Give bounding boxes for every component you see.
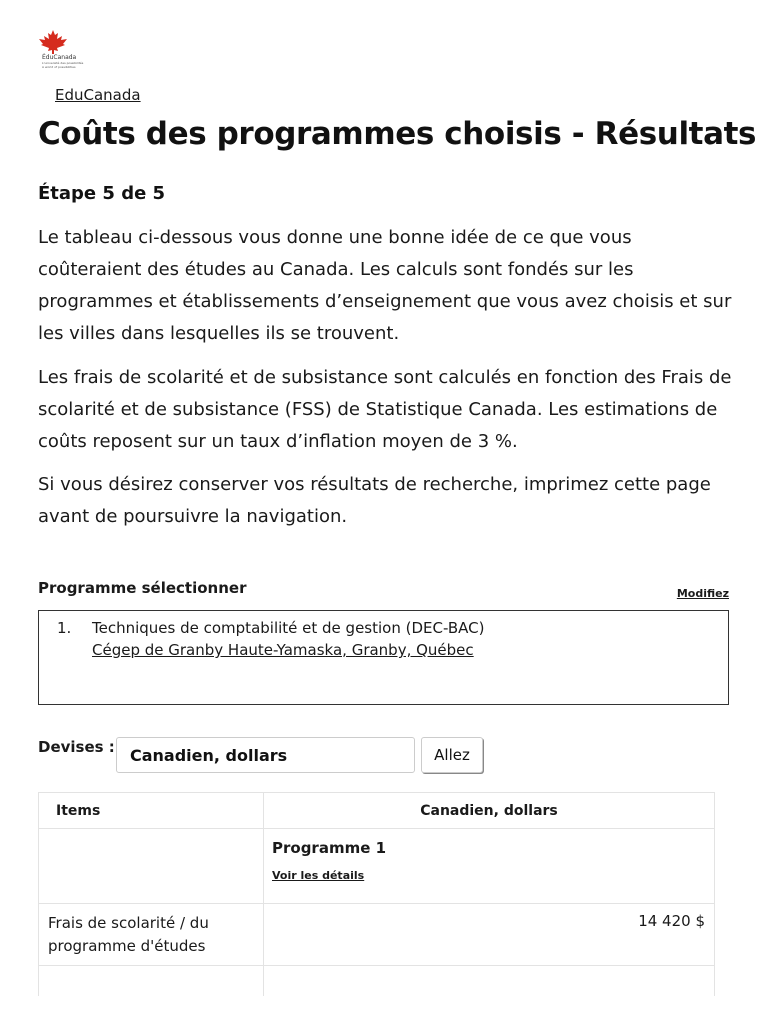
print-paragraph: Si vous désirez conserver vos résultats de recherche, imprimez cette page avant de poursuivre la navigation. (38, 474, 711, 527)
logo-wordmark: ÉduCanada (42, 54, 77, 61)
fees-paragraph: Les frais de scolarité et de subsistance sont calculés en fonction des Frais de scolarité et de subsistance (FSS) de Statistique Canada. Les estimations de coûts reposent sur un taux d’inflation moyen de 3 %. (38, 367, 732, 452)
educanada-logo[interactable] (38, 30, 88, 74)
table-row (39, 829, 715, 904)
logo-tagline: L'université des possibilités A world of possibilities (42, 61, 84, 69)
maple-leaf-icon (38, 30, 68, 54)
col-items-header: Items (39, 793, 264, 829)
breadcrumb-educanada[interactable]: EduCanada (55, 86, 141, 104)
view-details-link[interactable]: Voir les détails (272, 869, 365, 882)
col-currency-header: Canadien, dollars (264, 793, 715, 829)
table-header-row (39, 793, 715, 829)
fees-label-cell: Frais de scolarité / du programme d'études (39, 904, 264, 966)
table-cell (39, 966, 264, 996)
fees-value-cell: 14 420 $ (264, 904, 715, 966)
intro-paragraph: Le tableau ci-dessous vous donne une bonne idée de ce que vous coûteraient des études au Canada. Les calculs sont fondés sur les programmes et établissements d’enseignement que vous avez choisis et sur les villes dans lesquelles ils se trouvent. (38, 227, 732, 344)
table-cell (264, 966, 715, 996)
page-title: Coûts des programmes choisis - Résultats (38, 116, 757, 152)
program-number: 1. (57, 619, 72, 637)
institution-link[interactable]: Cégep de Granby Haute-Yamaska, Granby, Québec (92, 641, 474, 659)
selected-program-label: Programme sélectionner (38, 579, 247, 597)
empty-cell (39, 829, 264, 904)
cost-table (38, 792, 715, 996)
program-heading: Programme 1 (272, 839, 387, 857)
currency-label: Devises : (38, 738, 115, 756)
modify-link[interactable]: Modifiez (676, 587, 729, 600)
program-cell (264, 829, 715, 904)
currency-select[interactable]: Canadien, dollars (116, 737, 415, 773)
selected-program-list (38, 610, 729, 705)
go-button[interactable]: Allez (421, 737, 483, 773)
table-row (39, 966, 715, 996)
program-title: Techniques de comptabilité et de gestion (DEC-BAC) (92, 619, 485, 637)
step-indicator: Étape 5 de 5 (38, 183, 166, 204)
table-row (39, 904, 715, 966)
